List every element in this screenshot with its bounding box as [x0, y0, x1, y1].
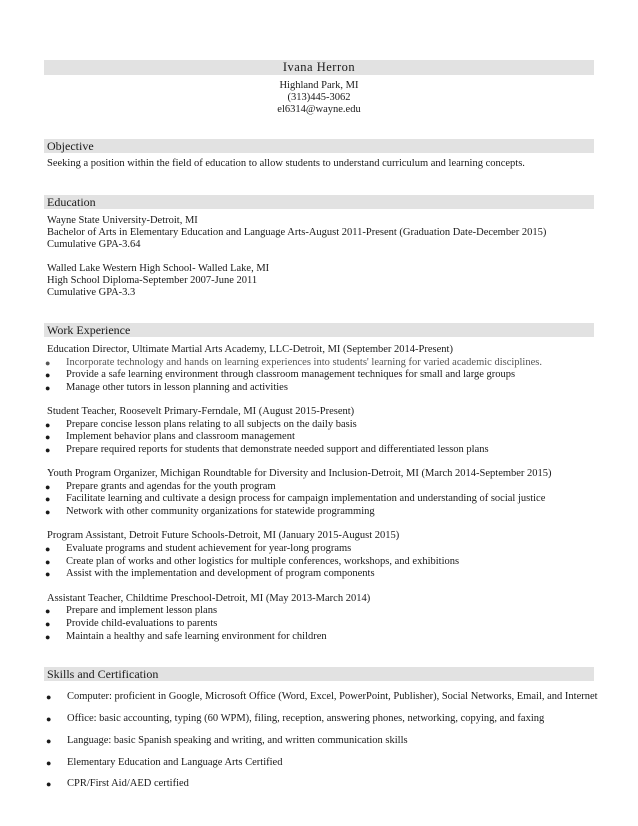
section-objective [44, 139, 594, 153]
education-line: Wayne State University-Detroit, MI [47, 215, 198, 226]
section-skills [44, 667, 594, 681]
job-bullet: ● Provide child-evaluations to parents [45, 618, 218, 629]
bullet-icon: ● [46, 758, 52, 768]
job-heading: Assistant Teacher, Childtime Preschool-Detroit, MI (May 2013-March 2014) [47, 593, 371, 604]
contact-city: Highland Park, MI [279, 80, 359, 91]
job-bullet: ● Maintain a healthy and safe learning environment for children [45, 631, 327, 642]
job-heading: Education Director, Ultimate Martial Arts Academy, LLC-Detroit, MI (September 2014-Present) [47, 344, 453, 355]
bullet-icon: ● [45, 557, 51, 567]
job-heading: Student Teacher, Roosevelt Primary-Ferndale, MI (August 2015-Present) [47, 406, 355, 417]
contact-email: el6314@wayne.edu [277, 104, 361, 115]
bullet-icon: ● [45, 507, 51, 517]
job-bullet: ● Create plan of works and other logistics for multiple conferences, workshops, and exhibitions [45, 556, 460, 567]
bullet-icon: ● [45, 383, 51, 393]
education-line: High School Diploma-September 2007-June 2011 [47, 275, 258, 286]
bullet-icon: ● [45, 544, 51, 554]
section-title: Work Experience [47, 323, 131, 337]
bullet-icon: ● [45, 420, 51, 430]
objective-text: Seeking a position within the field of education to allow students to understand curriculum and learning concepts. [47, 158, 525, 169]
bullet-icon: ● [46, 779, 52, 789]
skill-item: ● Office: basic accounting, typing (60 WPM), filing, reception, answering phones, networking, copying, and faxing [46, 713, 545, 724]
job-bullet: ● Facilitate learning and cultivate a design process for campaign implementation and understanding of social justice [45, 493, 546, 504]
job-bullet: ● Prepare grants and agendas for the youth program [45, 481, 276, 492]
bullet-icon: ● [45, 494, 51, 504]
job-bullet: ● Provide a safe learning environment through classroom management techniques for small and large groups [45, 369, 516, 380]
skill-item: ● Computer: proficient in Google, Microsoft Office (Word, Excel, PowerPoint, Publisher), Social Networks, Email, and Internet [46, 691, 598, 702]
skill-item: ● Language: basic Spanish speaking and writing, and written communication skills [46, 735, 408, 746]
job-bullet: ● Evaluate programs and student achievement for year-long programs [45, 543, 352, 554]
section-title: Objective [47, 139, 94, 153]
job-heading: Youth Program Organizer, Michigan Roundtable for Diversity and Inclusion-Detroit, MI (March 2014-September 2015) [47, 468, 552, 479]
bullet-icon: ● [45, 632, 51, 642]
bullet-icon: ● [45, 370, 51, 380]
bullet-icon: ● [46, 736, 52, 746]
skill-item: ● Elementary Education and Language Arts Certified [46, 757, 283, 768]
bullet-icon: ● [45, 619, 51, 629]
education-line: Walled Lake Western High School- Walled Lake, MI [47, 263, 270, 274]
bullet-icon: ● [45, 606, 51, 616]
job-bullet: ● Incorporate technology and hands on learning experiences into students' learning for varied academic disciplines. [45, 357, 542, 368]
job-bullet: ● Implement behavior plans and classroom management [45, 431, 295, 442]
bullet-icon: ● [46, 692, 52, 702]
bullet-icon: ● [45, 482, 51, 492]
bullet-icon: ● [46, 714, 52, 724]
section-education [44, 195, 594, 209]
section-title: Skills and Certification [47, 667, 159, 681]
bullet-icon: ● [45, 569, 51, 579]
candidate-name: Ivana Herron [282, 60, 356, 74]
contact-phone: (313)445-3062 [287, 92, 351, 103]
skill-item: ● CPR/First Aid/AED certified [46, 778, 189, 789]
education-line: Cumulative GPA-3.64 [47, 239, 141, 250]
job-bullet: ● Manage other tutors in lesson planning and activities [45, 382, 288, 393]
bullet-icon: ● [45, 432, 51, 442]
job-heading: Program Assistant, Detroit Future Schools-Detroit, MI (January 2015-August 2015) [47, 530, 400, 541]
section-title: Education [47, 195, 96, 209]
job-bullet: ● Assist with the implementation and development of program components [45, 568, 375, 579]
job-bullet: ● Prepare concise lesson plans relating to all subjects on the daily basis [45, 419, 357, 430]
education-line: Bachelor of Arts in Elementary Education and Language Arts-August 2011-Present (Graduation Date-December 2015) [47, 227, 547, 238]
bullet-icon: ● [45, 358, 51, 368]
section-work-experience [44, 323, 594, 337]
bullet-icon: ● [45, 445, 51, 455]
education-line: Cumulative GPA-3.3 [47, 287, 136, 298]
job-bullet: ● Prepare required reports for students that demonstrate needed support and differentiated lesson plans [45, 444, 489, 455]
job-bullet: ● Network with other community organizations for statewide programming [45, 506, 375, 517]
job-bullet: ● Prepare and implement lesson plans [45, 605, 218, 616]
name-header [44, 60, 594, 75]
